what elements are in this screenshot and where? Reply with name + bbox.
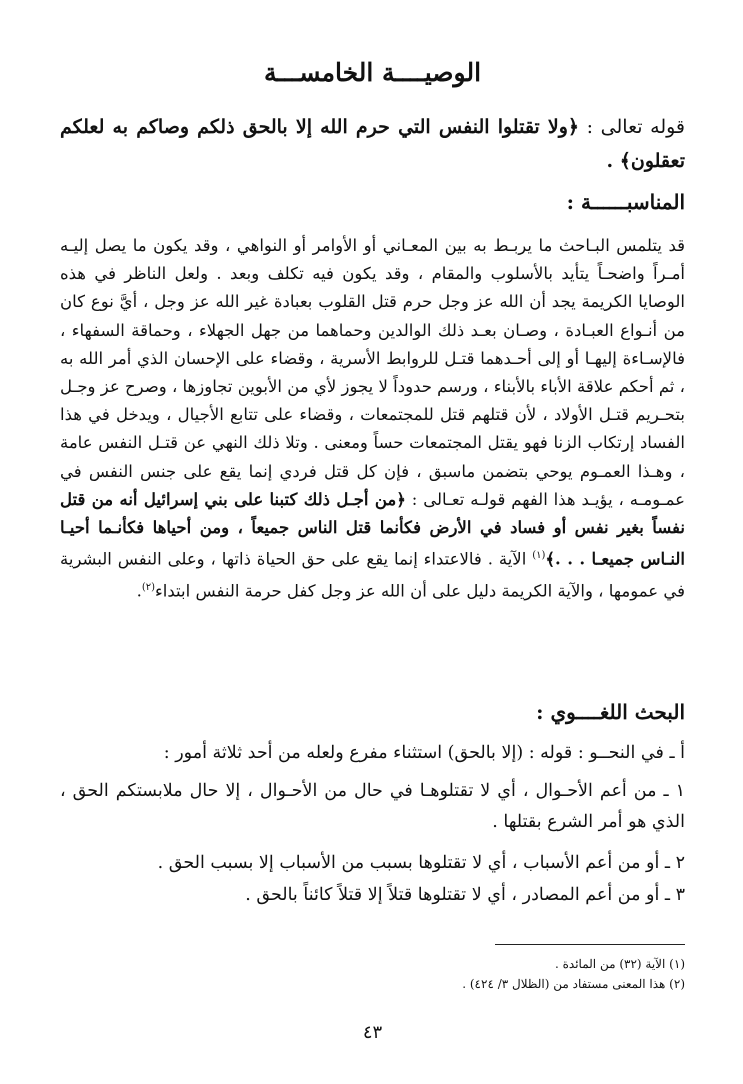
page-number: ٤٣ [362,1022,383,1043]
footnote-divider [495,944,685,945]
nahw-item-3: ٣ ـ أو من أعم المصادر ، أي لا تقتلوها قتلاً إلا قتلاً كائناً بالحق . [245,885,685,905]
footnote-2: (٢) هذا المعنى مستفاد من (الظلال ٣/ ٤٢٤) . [462,977,685,991]
nahw-item-2: ٢ ـ أو من أعم الأسباب ، أي لا تقتلوها بسبب من الأسباب إلا بسبب الحق . [157,853,685,873]
munasaba-text-1: قد يتلمس البـاحث ما يربـط به بين المعـاني أو الأوامر أو النواهي ، وقد يكون ما يصل إليـه أمـراً واضحـاً يتأيد بالأسلوب والمقام ، وقد يكون فيه تكلف وبعد . ولعل الناظر في هذه الوصايا الكريمة يجد أن الله عز وجل حرم قتل القلوب بعبادة غير الله عز وجل ، أيَّ نوع كان من أنـواع العبـادة ، وصـان بعـد ذلك الوالدين وحماهما من جهل الجهلاء ، وحماقة السفهاء ، فالإسـاءة إليهـا أو إلى أحـدهما قتـل للروابط الأسرية ، وقضاء على الإحسان الذي أمر الله به ، ثم أحكم علاقة الأباء بالأبناء ، ورسم حدوداً لا يجوز لأي من الأبوين تجاوزها ، وصرح عز وجـل بتحـريم قتـل الأولاد ، لأن قتلهم قتل للمجتمعات ، وقضاء على تتابع الأجيال ، ويدخل في هذا الفساد إرتكاب الزنا فهو يقتل المجتمعات حساً ومعنى . وتلا ذلك النهي عن قتـل النفس عامة ، وهـذا العمـوم يوحي بتضمن ماسبق ، فإن كل قتل فردي إنما يقع على جنس النفس في عمـومـه ، يؤيـد هذا الفهم قولـه تعـالى : [60,236,685,509]
nahw-line: أ ـ في النحــو : قوله : (إلا بالحق) استثناء مفرع ولعله من أحد ثلاثة أمور : [163,743,685,763]
intro-ayah: ﴿ولا تقتلوا النفس التي حرم الله إلا بالحق ذلكم وصاكم به لعلكم تعقلون﴾ . [60,116,685,172]
intro-verse [60,110,685,178]
munasaba-paragraph [60,232,685,606]
footnote-1: (١) الآية (٣٢) من المائدة . [555,957,685,971]
footnote-ref-2: (٢) [141,581,156,593]
munasaba-heading: المناسبــــــة : [566,190,685,214]
lughawi-heading: البحث اللغــــوي : [536,700,685,724]
intro-label: قوله تعالى : [586,116,686,138]
footnote-ref-1: (١) [532,550,546,562]
munasaba-text-2: الآية . فالاعتداء إنما يقع على حق الحياة ذاتها ، وعلى النفس البشرية في عمومها ، والآية الكريمة دليل على أن الله عز وجل كفل حرمة النفس ابتداء [60,549,685,601]
document-page [60,0,685,1084]
munasaba-end: . [136,581,142,601]
munasaba-quoted-ayah: ﴿من أجـل ذلك كتبنا على بني إسرائيل أنه من قتل نفساً بغير نفس أو فساد في الأرض فكأنما قتل الناس جميعاً ، ومن أحياها فكأنـما أحيـا النـاس جميعـا . . .﴾ [60,489,685,569]
nahw-item-1: ١ ـ من أعم الأحـوال ، أي لا تقتلوهـا في حال من الأحـوال ، إلا حال ملابستكم الحق ، الذي هو أمر الشرع بقتلها . [60,781,685,832]
page-title: الوصيــــة الخامســـة [263,58,482,87]
